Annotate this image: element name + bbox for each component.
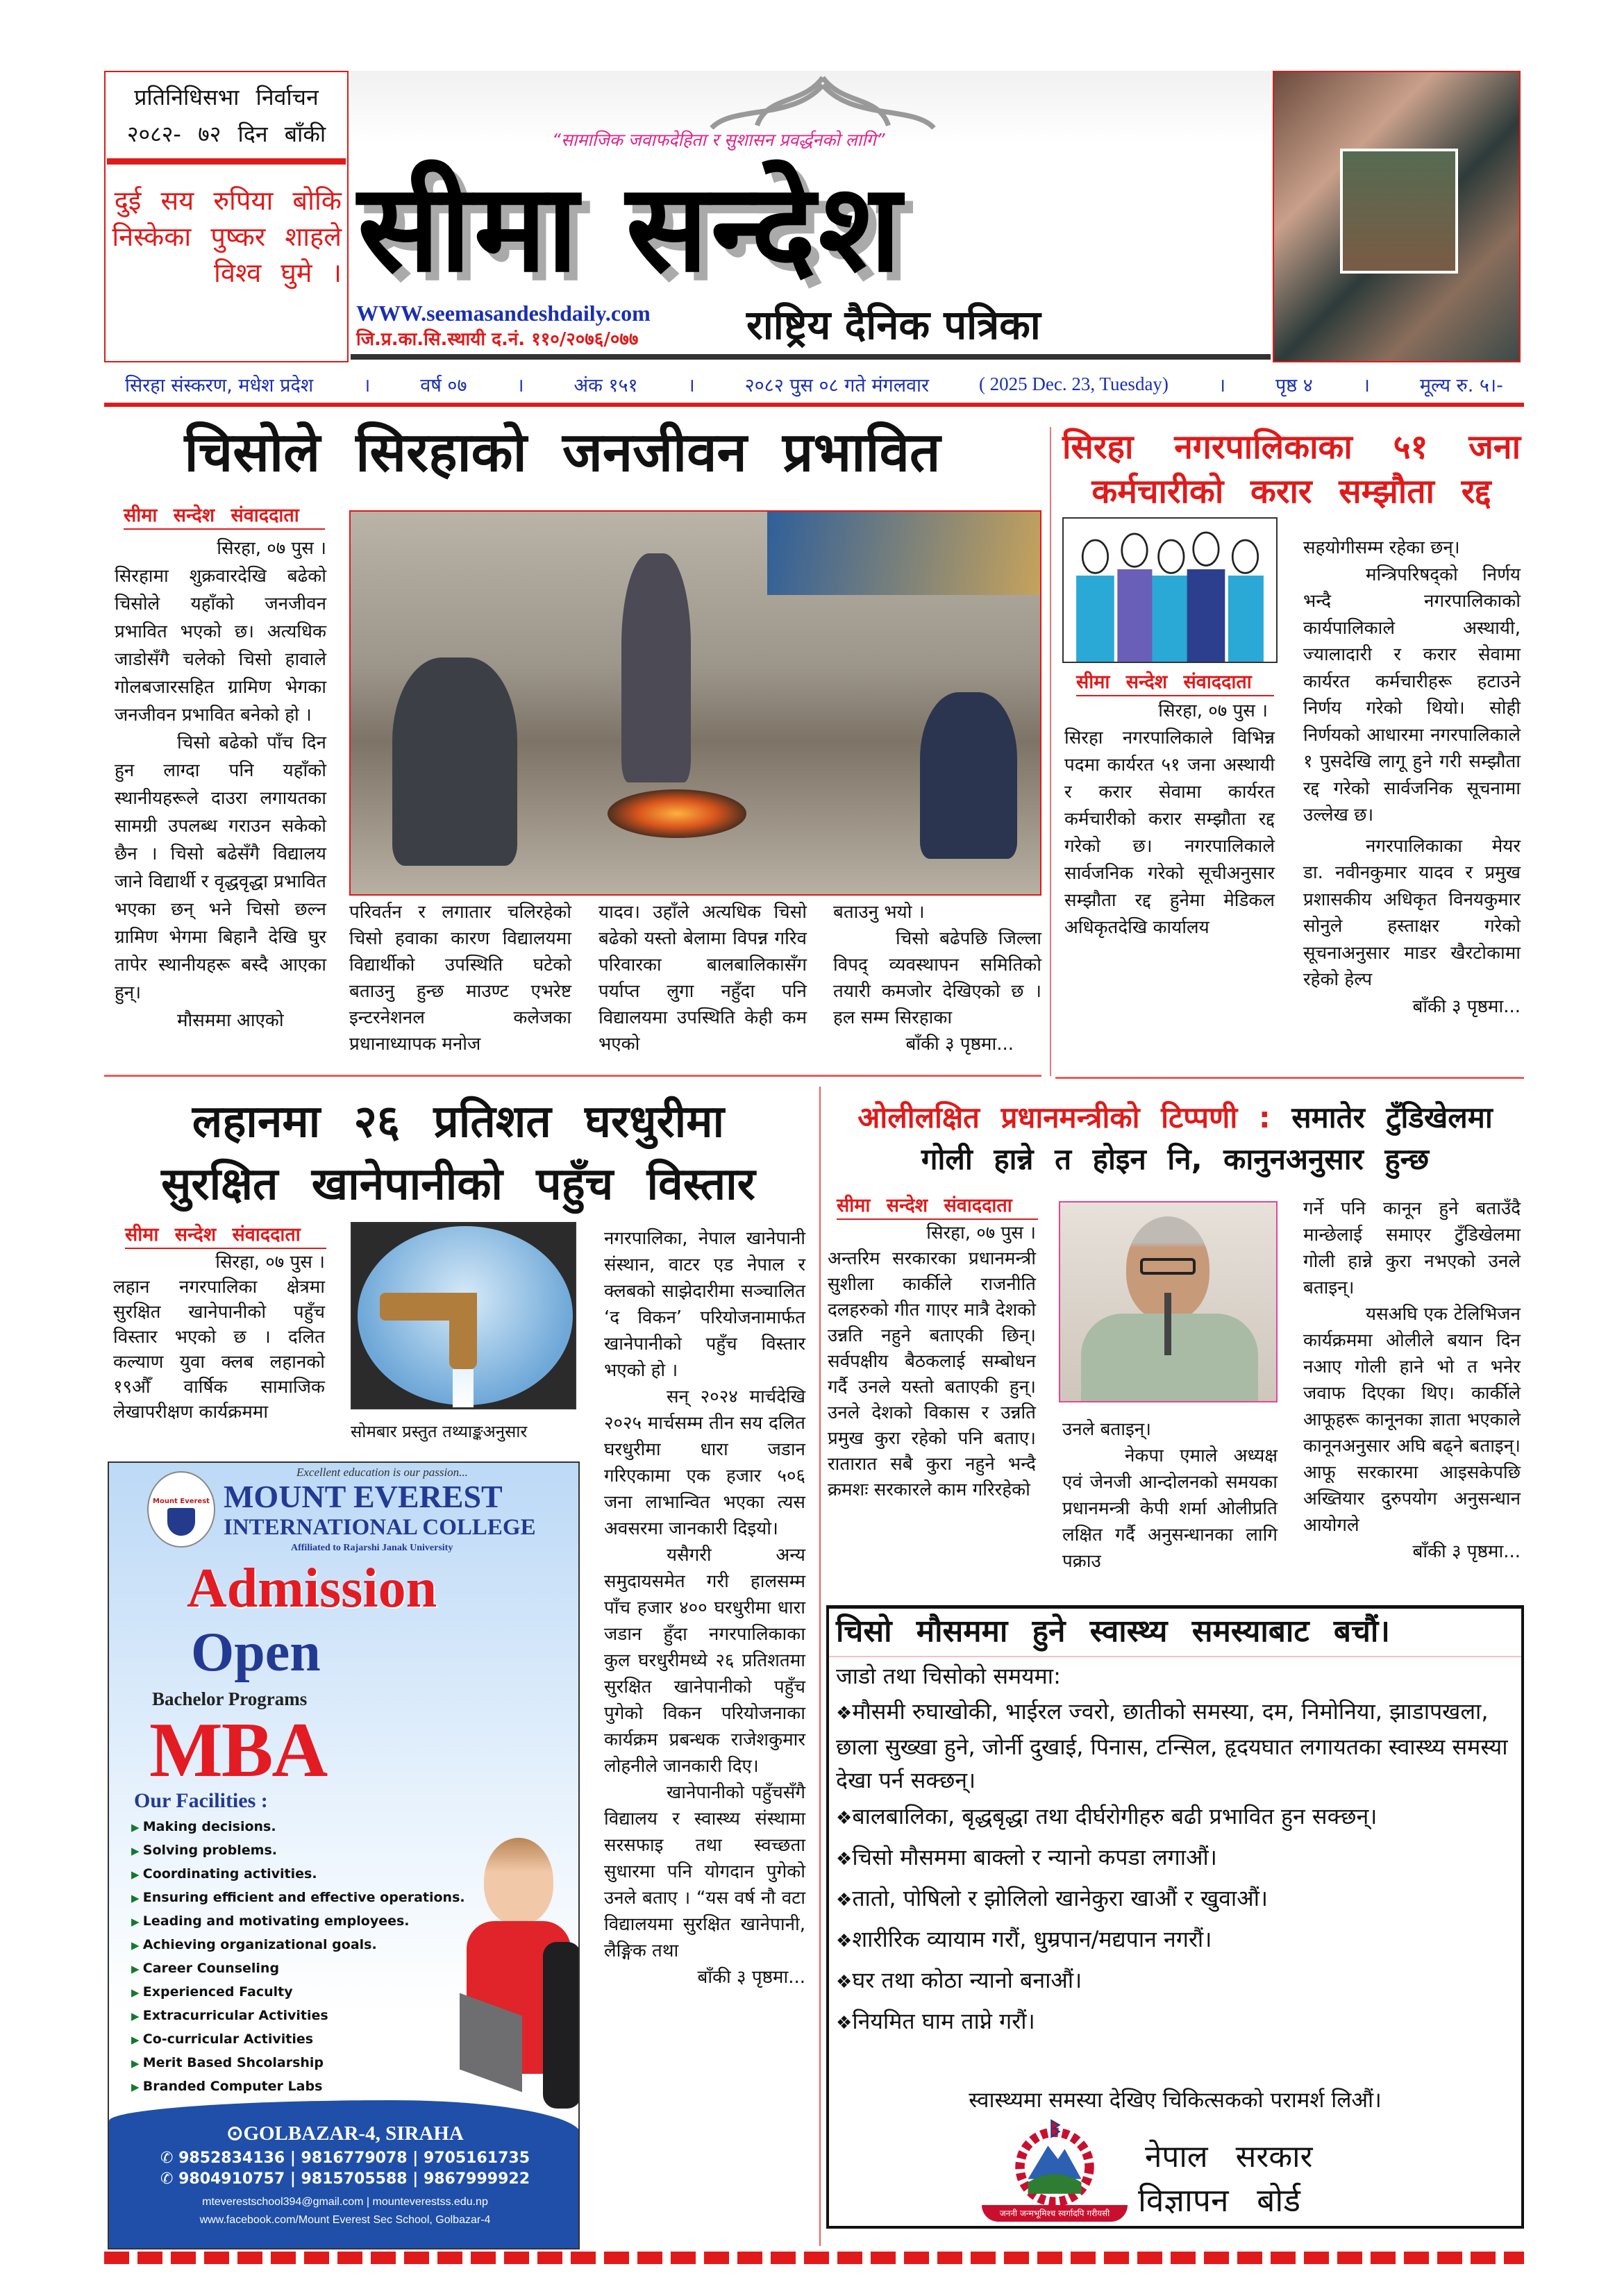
teaser-link[interactable]: दुई सय रुपिया बोकि निस्केका पुष्कर शाहले विश्व घुमे । — [112, 185, 342, 288]
page-number: पृष्ठ ४ — [1275, 374, 1313, 396]
story3-dateline: सिरहा, ०७ पुस । — [215, 1252, 325, 1273]
phone-icon: ✆ — [160, 2150, 179, 2167]
programs-label: Bachelor Programs — [152, 1689, 308, 1709]
health-notice-box — [826, 1605, 1524, 2229]
story3-byline: सीमा सन्देश संवाददाता — [125, 1221, 326, 1249]
ornament-icon — [642, 75, 1003, 131]
open-heading: Open — [191, 1622, 321, 1683]
college-admission-ad[interactable] — [108, 1461, 580, 2249]
college-name-line1: MOUNT EVEREST — [224, 1479, 503, 1514]
issuer-line2: विज्ञापन बोर्ड — [1138, 2181, 1300, 2219]
college-name-line2: INTERNATIONAL COLLEGE — [224, 1515, 536, 1540]
issue-number: अंक १५१ — [574, 374, 638, 396]
registration-number: जि.प्र.का.सि.स्थायी द.नं. ११०/२०७६/०७७ — [356, 329, 639, 350]
emblem-icon — [1010, 2119, 1100, 2206]
masthead-tagline: “सामाजिक जवाफदेहिता र सुशासन प्रवर्द्धनको लागि” — [552, 130, 885, 150]
masthead-title: सीमा सन्देश — [358, 158, 904, 299]
story2-column-1: सिरहा, ०७ पुस । सिरहा नगरपालिकाले विभिन्न पदमा कार्यरत ५१ जना अस्थायी र करार सेवामा कार्यरत कर्मचारीको करार सम्झौता रद्द गरेको छ। नगरपालिकाले सार्वजनिक गरेको सूचीअनुसार सम्झौता रद्द हुनेमा मेडिकल अधिकृतदेखि कार्यालय — [1064, 698, 1275, 941]
admission-heading: Admission — [187, 1558, 437, 1619]
story3-column-1: सिरहा, ०७ पुस । लहान नगरपालिका क्षेत्रमा सुरक्षित खानेपानीको पहुँच विस्तार भएको छ । दलित कल्याण युवा क्लब लहानको १९औँ वार्षिक सामाजिक लेखापरीक्षण कार्यक्रममा — [113, 1250, 325, 1425]
employees-icon — [1064, 519, 1276, 662]
story1-dateline: सिरहा, ०७ पुस । — [217, 538, 326, 559]
health-tips-list: ❖ मौसमी रुघाखोकी, भाईरल ज्वरो, छातीको समस्या, दम, निमोनिया, झाडापखला, छाला सुख्खा हुने, जोर्नी दुखाई, पिनास, टन्सिल, हृदयघात लगायतका स्वास्थ्य समस्या देखा पर्न सक्छन्। ❖ बालबालिका, बृद्धबृद्धा तथा दीर्घरोगीहरु बढी प्रभावित हुन सक्छन्। ❖ चिसो मौसममा बाक्लो र न्यानो कपडा लगाऔं। ❖ तातो, पोषिलो र झोलिलो खानेकुरा खाऔं र खुवाऔं। ❖ शारीरिक व्यायाम गरौं, धुम्रपान/मद्यपान नगरौं। ❖ घर तथा कोठा न्यानो बनाऔं। ❖ नियमित घाम ताप्ने गरौं। — [829, 1695, 1521, 2043]
nepal-government-emblem — [982, 2119, 1128, 2223]
ad-email-web[interactable]: mteverestschool394@gmail.com | mounteverestss.edu.np — [202, 2196, 488, 2208]
phone-icon: ✆ — [160, 2170, 179, 2188]
bottom-dashed-border — [104, 2252, 1524, 2264]
health-notice-intro: जाडो तथा चिसोको समयमा: — [836, 1663, 1061, 1689]
affiliation: Affiliated to Rajarshi Janak University — [291, 1543, 453, 1553]
story1-continued-link[interactable]: बाँकी ३ पृष्ठमा... — [905, 1034, 1014, 1055]
story1-photo-people-around-fire — [349, 510, 1041, 896]
story2-byline: सीमा सन्देश संवाददाता — [1076, 668, 1274, 696]
ad-facebook[interactable]: www.facebook.com/Mount Everest Sec School, Golbazar-4 — [199, 2214, 491, 2226]
story4-byline: सीमा सन्देश संवाददाता — [837, 1191, 1038, 1220]
story2-continued-link[interactable]: बाँकी ३ पृष्ठमा... — [1412, 996, 1521, 1017]
story4-continued-link[interactable]: बाँकी ३ पृष्ठमा... — [1412, 1541, 1521, 1562]
election-countdown-box — [104, 71, 349, 362]
date-nepali: २०८२ पुस ०८ गते मंगलवार — [744, 374, 930, 396]
story1-column-3: यादव। उहाँले अत्यधिक चिसो बढेको यस्तो बेलामा विपन्न गरिव परिवारका बालबालिकासँग पर्याप्त लुगा नहुँदा पनि विद्यालयमा उपस्थिति केही कम भएको — [598, 902, 807, 1055]
location-pin-icon: ⊙ — [226, 2122, 244, 2145]
story1-headline[interactable]: चिसोले सिरहाको जनजीवन प्रभावित — [184, 421, 941, 484]
story2-column-2: सहयोगीसम्म रहेका छन्। मन्त्रिपरिषद्को निर्णय भन्दै नगरपालिकाको कार्यपालिकाले अस्थायी, ज्यालादारी र करार सेवामा कार्यरत कर्मचारीहरू हटाउने निर्णय गरेको थियो। सोही निर्णयको आधारमा नगरपालिकाले १ पुसदेखि लागू हुने गरी सम्झौता रद्द गरेको सार्वजनिक सूचनामा उल्लेख छ। नगरपालिकाका मेयर डा. नवीनकुमार यादव र प्रमुख प्रशासकीय अधिकृत विनयकुमार सोनुले हस्ताक्षर गरेको सूचनाअनुसार माडर खैरटोकामा रहेको हेल्प बाँकी ३ पृष्ठमा... — [1303, 535, 1521, 1020]
program-mba: MBA — [149, 1707, 327, 1793]
story1-column-1: सिरहा, ०७ पुस । सिरहामा शुक्रवारदेखि बढेको चिसोले यहाँको जनजीवन प्रभावित भएको छ। अत्यधिक जाडोसँगै चलेको चिसो हावाले गोलबजारसहित ग्रामिण भेगका जनजीवन प्रभावित बनेको हो । चिसो बढेको पाँच दिन हुन लाग्दा पनि यहाँको स्थानीयहरूले दाउरा लगायतका सामग्री उपलब्ध गराउन सकेको छैन । चिसो बढेसँगै विद्यालय जाने विद्यार्थी र वृद्धवृद्धा प्रभावित भएका छन् भने चिसो छल्न ग्रामिण भेगमा बिहानै देखि घुर तापेर स्थानीयहरू बस्दै आएका हुन्। मौसममा आएको — [115, 535, 326, 1034]
health-notice-footer: स्वास्थ्यमा समस्या देखिए चिकित्सकको परामर्श लिऔं। — [969, 2088, 1382, 2113]
price: मूल्य रु. ५।- — [1419, 374, 1503, 396]
story3-column-2: नगरपालिका, नेपाल खानेपानी संस्थान, वाटर एड नेपाल र क्लबको साझेदारीमा सञ्चालित ‘द विकन’ परियोजनामार्फत खानेपानीको पहुँच विस्तार भएको हो । सन् २०२४ मार्चदेखि २०२५ मार्चसम्म तीन सय दलित घरधुरीमा धारा जडान गरिएकामा एक हजार ५०६ जना लाभान्वित भएका त्यस अवसरमा जानकारी दिइयो। यसैगरी अन्य समुदायसमेत गरी हालसम्म पाँच हजार ४०० घरधुरीमा धारा जडान हुँदा नगरपालिकाका कुल घरधुरीमध्ये २६ प्रतिशतमा सुरक्षित खानेपानीको पहुँच पुगेको विकन परियोजनाका कार्यक्रम प्रबन्धक राजेशकुमार लोहनीले जानकारी दिए। खानेपानीको पहुँचसँगै विद्यालय र स्वास्थ्य संस्थामा सरसफाइ तथा स्वच्छता सुधारमा पनि योगदान पुगेको उनले बताए । “यस वर्ष नौ वटा विद्यालयमा सुरक्षित खानेपानी, लैङ्गिक तथा बाँकी ३ पृष्ठमा... — [604, 1225, 805, 1991]
ad-address: ⊙GOLBAZAR-4, SIRAHA — [226, 2122, 464, 2145]
ad-phones-2: ✆ 9804910757 | 9815705588 | 9867999922 — [160, 2170, 530, 2188]
celebrity-collage-image — [1273, 71, 1521, 362]
story3-photo-water-tap — [351, 1222, 576, 1409]
story1-column-4: बताउनु भयो । चिसो बढेपछि जिल्ला विपद् व्यवस्थापन समितिको तयारी कमजोर देखिएको छ । हल सम्म सिरहाका बाँकी ३ पृष्ठमा... — [833, 899, 1041, 1057]
story3-continued-link[interactable]: बाँकी ३ पृष्ठमा... — [697, 1967, 805, 1988]
story3-photo-caption: सोमबार प्रस्तुत तथ्याङ्कअनुसार — [351, 1422, 528, 1441]
story3-headline-line2[interactable]: सुरक्षित खानेपानीको पहुँच विस्तार — [161, 1159, 755, 1210]
story4-headline[interactable]: ओलीलक्षित प्रधानमन्त्रीको टिप्पणी : समातेर टुँडिखेलमा गोली हान्ने त होइन नि, कानुनअनुसार हुन्छ — [857, 1100, 1493, 1176]
health-notice-title: चिसो मौसममा हुने स्वास्थ्य समस्याबाट बचौं। — [829, 1609, 1521, 1657]
story4-column-2: उनले बताइन्। नेकपा एमाले अध्यक्ष एवं जेनजी आन्दोलनको समयका प्रधानमन्त्री केपी शर्मा ओलीप्रति लक्षित गर्दै अनुसन्धानका लागि पक्राउ — [1062, 1419, 1278, 1572]
election-countdown: २०८२- ७२ दिन बाँकी — [126, 121, 326, 147]
story2-illustration-employees — [1062, 517, 1278, 663]
facilities-title: Our Facilities : — [134, 1789, 268, 1812]
issuer-line1: नेपाल सरकार — [1145, 2139, 1313, 2175]
story3-headline-line1[interactable]: लहानमा २६ प्रतिशत घरधुरीमा — [192, 1096, 725, 1148]
volume-year: वर्ष ०७ — [420, 374, 467, 396]
masthead — [351, 71, 1271, 362]
ad-phones-1: ✆ 9852834136 | 9816779078 | 9705161735 — [160, 2150, 530, 2167]
edition: सिरहा संस्करण, मधेश प्रदेश — [125, 374, 314, 396]
story4-dateline: सिरहा, ०७ पुस । — [926, 1223, 1036, 1243]
story4-photo-prime-minister — [1059, 1201, 1278, 1402]
website-link[interactable]: WWW.seemasandeshdaily.com — [356, 301, 651, 326]
story2-headline[interactable]: सिरहा नगरपालिकाका ५१ जना कर्मचारीको करार सम्झौता रद्द — [1062, 428, 1521, 511]
emblem-motto: जननी जन्मभूमिश्च स्वर्गादपि गरीयसी — [982, 2205, 1128, 2222]
story4-column-1: सिरहा, ०७ पुस । अन्तरिम सरकारका प्रधानमन्त्री सुशीला कार्कीले राजनीति दलहरुको गीत गाएर मात्रै देशको उन्नति नहुने बताएकी छिन्। सर्वपक्षीय बैठकलाई सम्बोधन गर्दै उनले यस्तो बताएकी हुन्। उनले देशको विकास र उन्नति प्रमुख कुरा रहेको पनि बताए। रातारात सबै कुरा नहुने भन्दै क्रमशः सरकारले काम गरिरहेको — [828, 1221, 1036, 1503]
election-title: प्रतिनिधिसभा निर्वाचन — [134, 84, 319, 110]
dateline-bar: सिरहा संस्करण, मधेश प्रदेश । वर्ष ०७ । अंक १५१ । २०८२ पुस ०८ गते मंगलवार ( 2025 Dec. 23, Tuesday) । पृष्ठ ४ । मूल्य रु. ५।- — [104, 369, 1524, 399]
story4-headline-red: ओलीलक्षित प्रधानमन्त्रीको टिप्पणी : — [857, 1100, 1271, 1134]
student-photo — [460, 1831, 580, 2122]
date-english: ( 2025 Dec. 23, Tuesday) — [978, 373, 1169, 394]
college-logo: Mount Everest — [147, 1471, 215, 1548]
story4-column-3: गर्ने पनि कानून हुने बताउँदै मान्छेलाई समाएर टुँडिखेलमा गोली हान्ने कुरा नभएको उनले बताइन्। यसअघि एक टेलिभिजन कार्यक्रममा ओलीले बयान दिन नआए गोली हाने भो त भनेर जवाफ दिएका थिए। कार्कीले आफूहरू कानूनका ज्ञाता भएकाले कानूनअनुसार अघि बढ्ने बताइन्। आफू सरकारमा आइसकेपछि अख्तियार दुरुपयोग अनुसन्धान आयोगले बाँकी ३ पृष्ठमा... — [1303, 1196, 1521, 1565]
masthead-subtitle: राष्ट्रिय दैनिक पत्रिका — [746, 301, 1041, 349]
story1-byline: सीमा सन्देश संवाददाता — [124, 501, 325, 530]
ad-slogan: Excellent education is our passion... — [296, 1466, 468, 1479]
facilities-list: ▶ Making decisions. ▶ Solving problems. ▶ Coordinating activities. ▶ Ensuring efficient and effective operations. ▶ Leading and motivating employees. ▶ Achieving organizational goals. ▶ Career Counseling ▶ Experienced Faculty ▶ Extracurricular Activities ▶ Co-curricular Activities ▶ Merit Based Shcolarship ▶ Branded Computer Labs — [131, 1816, 465, 2099]
story2-dateline: सिरहा, ०७ पुस । — [1158, 701, 1268, 721]
story1-column-2: परिवर्तन र लगातार चलिरहेको चिसो हवाका कारण विद्यालयमा विद्यार्थीको उपस्थिति घटेको बताउनु हुन्छ माउण्ट एभरेष्ट इन्टरनेशनल कलेजका प्रधानाध्यापक मनोज — [349, 902, 571, 1055]
